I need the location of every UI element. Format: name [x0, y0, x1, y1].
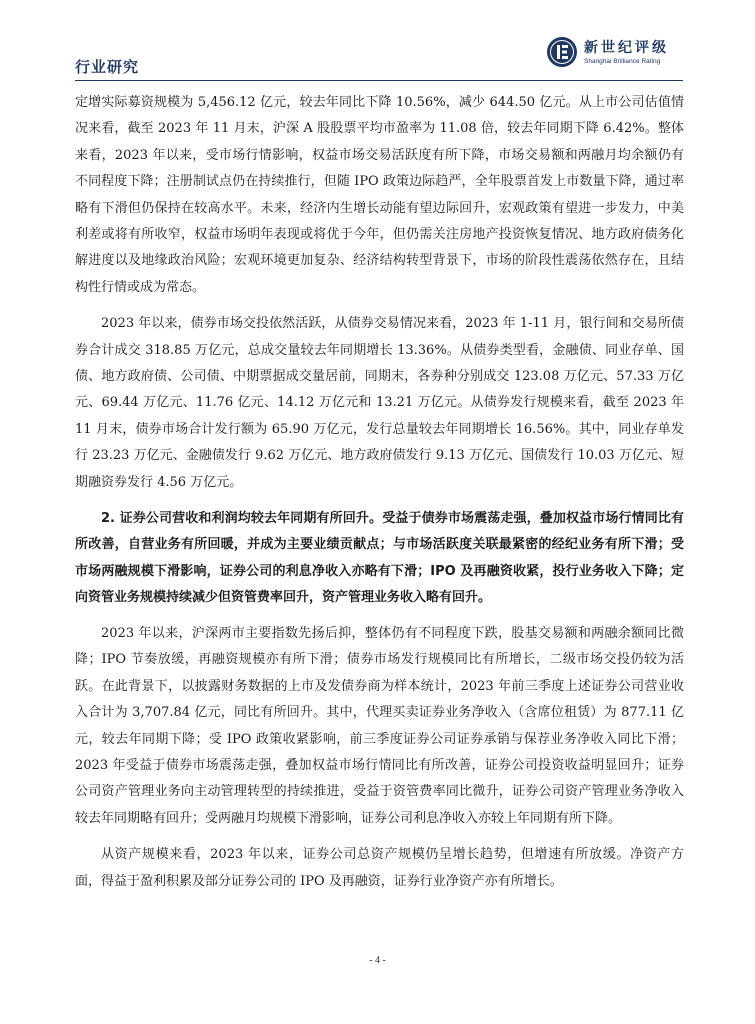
paragraph-asset-scale: 从资产规模来看，2023 年以来，证券公司总资产规模仍呈增长趋势，但增速有所放缓。净资产方面，得益于盈利积累及部分证券公司的 IPO 及再融资，证券行业净资产亦有所增长。: [75, 847, 684, 889]
paragraph-bond-market: 2023 年以来，债券市场交投依然活跃，从债券交易情况来看，2023 年 1-11 月，银行间和交易所债券合计成交 318.85 万亿元，总成交量较去年同期增长 13.36%。从债券类型看，金融债、同业存单、国债、地方政府债、公司债、中期票据成交量居前，同期末，各券种分别成交 123.08 万亿元、57.33 万亿元、69.44 万亿元、11.76 亿元、14.12 万亿元和 13.21 万亿元。从债券发行规模来看，截至 2023 年 11 月末，债券市场合计发行额为 65.90 万亿元，发行总量较去年同期增长 16.56%。其中，同业存单发行 23.23 万亿元、金融债发行 9.62 万亿元、地方政府债发行 9.13 万亿元、国债发行 10.03 万亿元、短期融资券发行 4.56 万亿元。: [75, 316, 684, 490]
company-logo: [546, 36, 686, 76]
paragraph-section-heading: 2. 证券公司营收和利润均较去年同期有所回升。受益于债券市场震荡走强，叠加权益市场行情同比有所改善，自营业务有所回暖，并成为主要业绩贡献点；与市场活跃度关联最紧密的经纪业务有所下滑；受市场两融规模下滑影响，证券公司的利息净收入亦略有下滑；IPO 及再融资收紧，投行业务收入下降；定向资管业务规模持续减少但资管费率回升，资产管理业务收入略有回升。: [75, 511, 684, 605]
logo-english-name: Shanghai Brilliance Rating: [584, 58, 661, 65]
paragraph-revenue-analysis: 2023 年以来，沪深两市主要指数先扬后抑，整体仍有不同程度下跌，股基交易额和两融余额同比微降；IPO 节奏放缓，再融资规模亦有所下滑；债券市场发行规模同比有所增长，二级市场交投仍较为活跃。在此背景下，以披露财务数据的上市及发债券商为样本统计，2023 年前三季度上述证券公司营业收入合计为 3,707.84 亿元，同比有所回升。其中，代理买卖证券业务净收入（含席位租赁）为 877.11 亿元，较去年同期下降；受 IPO 政策收紧影响，前三季度证券公司证券承销与保荐业务净收入同比下滑；2023 年受益于债券市场震荡走强，叠加权益市场行情同比有所改善，证券公司投资收益明显回升；证券公司资产管理业务向主动管理转型的持续推进，受益于资管费率同比微升，证券公司资产管理业务净收入较去年同期略有回升；受两融月均规模下滑影响，证券公司利息净收入亦较上年同期有所下降。: [75, 625, 684, 826]
paragraph-equity-market: 定增实际募资规模为 5,456.12 亿元，较去年同比下降 10.56%，减少 644.50 亿元。从上市公司估值情况来看，截至 2023 年 11 月末，沪深 A 股股票平均市盈率为 11.08 倍，较去年同期下降 6.42%。整体来看，2023 年以来，受市场行情影响，权益市场交易活跃度有所下降，市场交易额和两融月均余额仍有不同程度下降；注册制试点仍在持续推行，但随 IPO 政策边际趋严，全年股票首发上市数量下降，通过率略有下滑但仍保持在较高水平。未来，经济内生增长动能有望边际回升，宏观政策有望进一步发力，中美利差或将有所收窄，权益市场明年表现或将优于今年，但仍需关注房地产投资恢复情况、地方政府债务化解进度以及地缘政治风险；宏观环境更加复杂、经济结构转型背景下，市场的阶段性震荡依然存在，且结构性行情或成为常态。: [75, 95, 684, 295]
logo-emblem-icon: [546, 36, 578, 68]
page-number: - 4 -: [369, 955, 386, 966]
report-body: [75, 90, 684, 905]
section-title: 行业研究: [75, 58, 140, 76]
header-divider: [75, 80, 683, 81]
logo-chinese-name: 新世纪评级: [584, 40, 669, 56]
